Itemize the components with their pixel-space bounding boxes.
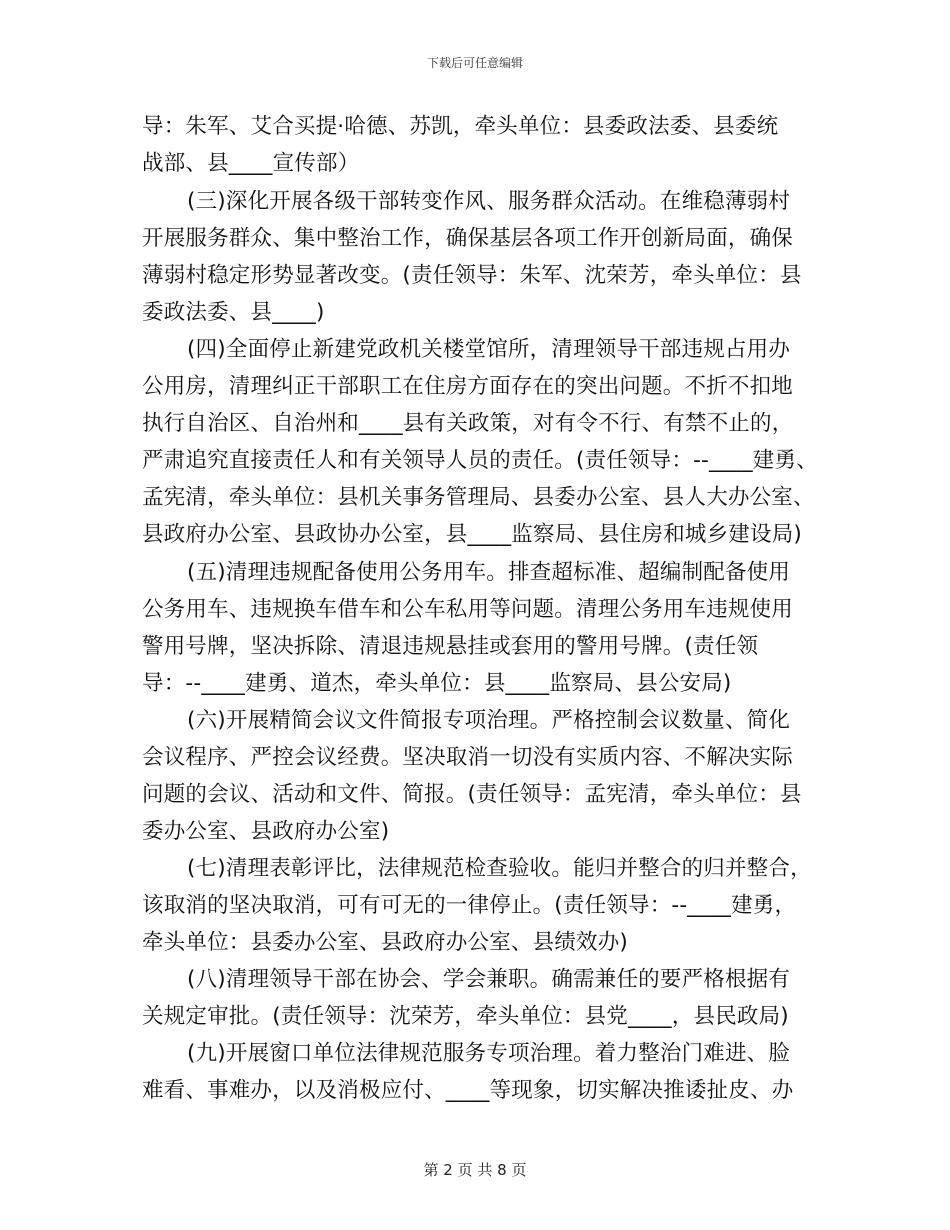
- text-line: 委办公室、县政府办公室): [142, 819, 390, 844]
- text-line: (三)深化开展各级干部转变作风、服务群众活动。在维稳薄弱村: [187, 189, 791, 214]
- text-line: 委政法委、县____): [142, 300, 325, 325]
- text-line: 开展服务群众、集中整治工作，确保基层各项工作开创新局面，确保: [142, 226, 794, 251]
- text-line: (四)全面停止新建党政机关楼堂馆所，清理领导干部违规占用办: [187, 337, 791, 362]
- text-line: 执行自治区、自治州和____县有关政策，对有令不行、有禁不止的，: [142, 411, 794, 436]
- text-line: 警用号牌，坚决拆除、清退违规悬挂或套用的警用号牌。(责任领: [142, 634, 759, 659]
- text-line: 问题的会议、活动和文件、简报。(责任领导：孟宪清，牵头单位：县: [142, 782, 802, 807]
- text-line: 县政府办公室、县政协办公室，县____监察局、县住房和城乡建设局): [142, 522, 802, 547]
- text-line: 严肃追究直接责任人和有关领导人员的责任。(责任领导：--____建勇、: [142, 448, 818, 473]
- text-line: (七)清理表彰评比，法律规范检查验收。能归并整合的归并整合，: [187, 856, 812, 881]
- text-line: (九)开展窗口单位法律规范服务专项治理。着力整治门难进、脸: [187, 1041, 791, 1066]
- text-line: 公务用车、违规换车借车和公车私用等问题。清理公务用车违规使用: [142, 597, 794, 622]
- text-line: 会议程序、严控会议经费。坚决取消一切没有实质内容、不解决实际: [142, 745, 794, 770]
- text-line: (六)开展精简会议文件简报专项治理。严格控制会议数量、简化: [187, 708, 791, 733]
- text-line: 薄弱村稳定形势显著改变。(责任领导：朱军、沈荣芳，牵头单位：县: [142, 263, 802, 288]
- text-line: 战部、县____宣传部）: [142, 151, 360, 176]
- text-line: 关规定审批。(责任领导：沈荣芳，牵头单位：县党____，县民政局): [142, 1004, 789, 1029]
- text-line: 孟宪清，牵头单位：县机关事务管理局、县委办公室、县人大办公室、: [142, 485, 815, 510]
- text-line: (八)清理领导干部在协会、学会兼职。确需兼任的要严格根据有: [187, 967, 791, 992]
- text-line: 该取消的坚决取消，可有可无的一律停止。(责任领导：--____建勇，: [142, 893, 797, 918]
- page-footer: 第 2 页 共 8 页: [423, 1161, 527, 1179]
- text-line: 导：朱军、艾合买提·哈德、苏凯，牵头单位：县委政法委、县委统: [142, 114, 779, 139]
- text-line: 公用房，清理纠正干部职工在住房方面存在的突出问题。不折不扣地: [142, 374, 794, 399]
- page-header: 下载后可任意编辑: [426, 56, 523, 70]
- text-line: 导：--____建勇、道杰，牵头单位：县____监察局、县公安局): [142, 671, 732, 696]
- text-line: 牵头单位：县委办公室、县政府办公室、县绩效办): [142, 930, 628, 955]
- text-line: (五)清理违规配备使用公务用车。排查超标准、超编制配备使用: [187, 560, 791, 585]
- text-line: 难看、事难办，以及消极应付、____等现象，切实解决推诿扯皮、办: [142, 1078, 794, 1103]
